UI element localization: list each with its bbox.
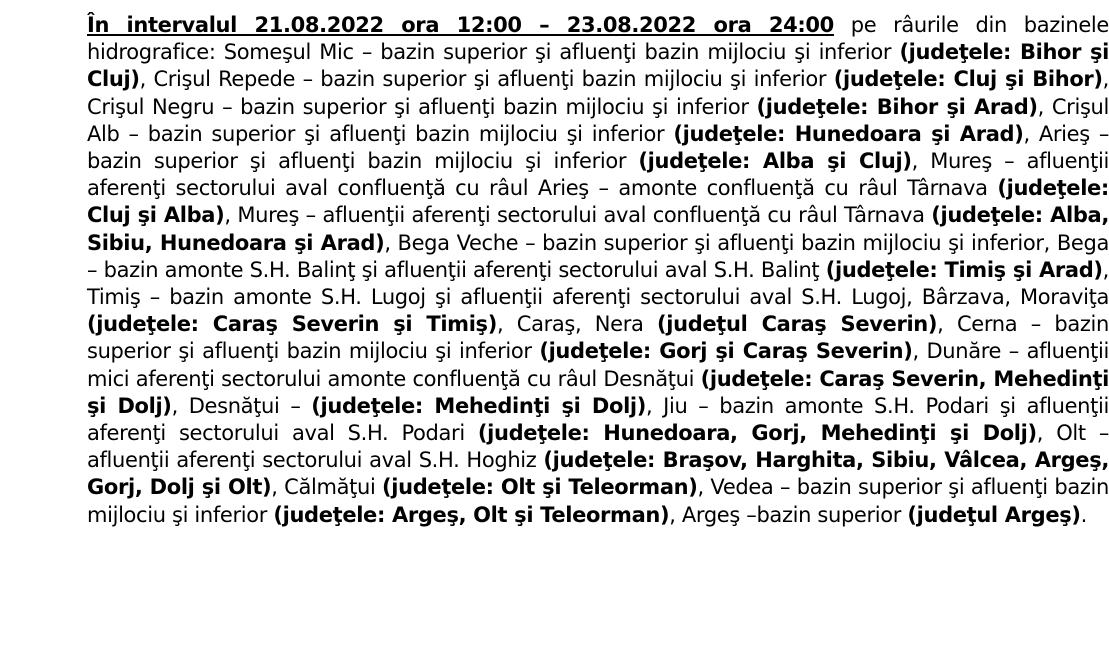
text-segment: , Timiş – bazin amonte S.H. Lugoj şi afluenţii aferenţi sectorului aval S.H. Lugoj, Bârzava, Moraviţa [87, 257, 1109, 310]
text-segment: , Jiu – bazin amonte S.H. Podari şi afluenţii aferenţi sectorului aval S.H. Podari [87, 393, 1109, 446]
county-label: (judeţele: Cluj şi Bihor) [833, 67, 1103, 92]
text-segment: , Dunăre – afluenţii mici aferenţi sectorului amonte confluenţă cu râul Desnăţui [87, 339, 1109, 391]
county-label: (judeţele: Caraş Severin, Mehedinţi şi Dolj) [87, 366, 1109, 418]
text-segment: , Călmăţui [271, 475, 383, 500]
county-label: (judeţele: Caraş Severin şi Timiş) [87, 312, 497, 337]
county-label: (judeţele: Cluj şi Alba) [87, 176, 1109, 228]
county-label: (judeţele: Hunedoara, Gorj, Mehedinţi şi Dolj) [477, 421, 1037, 446]
text-segment: , Desnăţui – [171, 393, 312, 418]
county-label: (judeţele: Bihor şi Arad) [756, 94, 1038, 119]
text-segment: , Crişul Negru – bazin superior şi afluenţi bazin mijlociu şi inferior [87, 67, 1109, 119]
text-segment: , Vedea – bazin superior şi afluenţi bazin mijlociu şi inferior [87, 475, 1109, 527]
text-segment: , Argeş –bazin superior [669, 502, 908, 527]
text-segment: , Mureş – afluenţii aferenţi sectorului aval confluenţă cu râul Târnava [224, 203, 932, 228]
county-label: (judeţele: Olt şi Teleorman) [382, 475, 698, 500]
county-label: (judeţele: Braşov, Harghita, Sibiu, Vâlcea, Argeş, Gorj, Dolj şi Olt) [87, 448, 1109, 500]
county-label: (judeţele: Alba, Sibiu, Hunedoara şi Arad) [87, 203, 1109, 255]
county-label: (judeţele: Hunedoara şi Arad) [673, 121, 1024, 146]
interval-text: În intervalul 21.08.2022 ora 12:00 – 23.08.2022 ora 24:00 [87, 13, 834, 37]
county-label: (judeţul Caraş Severin) [657, 312, 938, 337]
county-label: (judeţele: Timiş şi Arad) [825, 257, 1103, 282]
text-segment: , Arieş – bazin superior şi afluenţi bazin mijlociu şi inferior [87, 121, 1109, 174]
warning-paragraph [12, 12, 1109, 529]
county-label: (judeţele: Gorj şi Caraş Severin) [539, 339, 913, 364]
county-label: (judeţul Argeş) [907, 502, 1081, 527]
county-label: (judeţele: Bihor şi Cluj) [87, 40, 1109, 92]
county-label: (judeţele: Alba şi Cluj) [638, 149, 912, 174]
interval-heading [87, 13, 834, 37]
text-segment: pe râurile din bazinele hidrografice: Someşul Mic – bazin superior şi afluenţi bazin mijlociu şi inferior [87, 13, 1109, 65]
text-segment: , Cerna – bazin superior şi afluenţi bazin mijlociu şi inferior [87, 312, 1109, 364]
text-segment: , Olt – afluenţii aferenţi sectorului aval S.H. Hoghiz [87, 421, 1109, 473]
text-segment: , Caraş, Nera [496, 312, 658, 337]
text-segment: , Crişul Alb – bazin superior şi afluenţi bazin mijlociu şi inferior [87, 94, 1109, 146]
text-segment: . [1080, 502, 1087, 527]
text-segment: , Mureş – afluenţii aferenţi sectorului aval confluenţă cu râul Arieş – amonte confluenţă cu râul Târnava [87, 149, 1109, 201]
text-segment: , Crişul Repede – bazin superior şi afluenţi bazin mijlociu şi inferior [139, 67, 834, 92]
county-label: (judeţele: Argeş, Olt şi Teleorman) [273, 502, 670, 527]
text-segment: , Bega Veche – bazin superior şi afluenţi bazin mijlociu şi inferior, Bega – bazin amonte S.H. Balinţ şi afluenţii aferenţi sectorului aval S.H. Balinţ [87, 230, 1109, 282]
county-label: (judeţele: Mehedinţi şi Dolj) [311, 393, 647, 418]
